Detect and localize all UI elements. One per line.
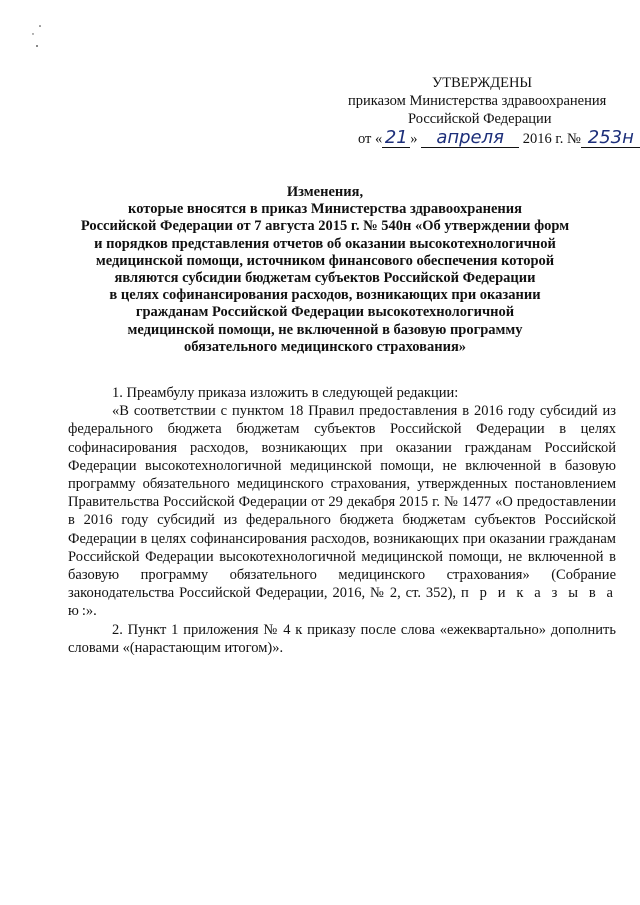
- order-number-value: 253н: [587, 127, 634, 148]
- item-1-quote-end: :».: [81, 603, 97, 620]
- approved-heading: УТВЕРЖДЕНЫ: [432, 75, 533, 91]
- title-line: которые вносятся в приказ Министерства здравоохранения: [128, 201, 522, 218]
- title-line: медицинской помощи, не включенной в базовую программу: [127, 321, 523, 338]
- approved-by-order: приказом Министерства здравоохранения: [348, 93, 607, 109]
- date-from-prefix: от: [358, 131, 372, 147]
- item-1-intro: 1. Преамбулу приказа изложить в следующей редакции:: [112, 385, 459, 401]
- date-year-suffix: 2016 г. №: [522, 131, 581, 147]
- order-number-handwritten: [581, 129, 640, 148]
- title-line: обязательного медицинского страхования»: [183, 338, 467, 355]
- title-line: в целях софинансирования расходов, возникающих при оказании: [109, 287, 541, 304]
- item-1-quote: [68, 402, 616, 620]
- title-line: медицинской помощи, источником финансового обеспечения которой: [95, 252, 555, 269]
- date-day-value: 21: [384, 127, 408, 148]
- date-month-handwritten: [421, 129, 519, 148]
- item-2: 2. Пункт 1 приложения № 4 к приказу после слова «ежеквартально» дополнить словами «(нарастающим итогом)».: [68, 621, 616, 656]
- approved-federation: Российской Федерации: [408, 111, 552, 127]
- approval-stamp: [340, 74, 634, 151]
- title-line: и порядков представления отчетов об оказании высокотехнологичной: [94, 235, 556, 252]
- scan-specks: [28, 22, 48, 52]
- order-word: п р и к а з ы в а ю: [68, 585, 616, 620]
- title-line: являются субсидии бюджетам субъектов Российской Федерации: [114, 270, 536, 287]
- date-day-handwritten: « 21 »: [375, 127, 418, 148]
- document-body: [68, 384, 616, 657]
- title-line: Изменения,: [286, 184, 364, 200]
- title-line: гражданам Российской Федерации высокотехнологичной: [135, 304, 515, 321]
- item-1-quote-text: «В соответствии с пунктом 18 Правил предоставления в 2016 году субсидий из федерального бюджета бюджетам субъектов Российской Федерации в целях софинасирования расходов, возникающих при оказании гражданам Российской Федерации высокотехнологичной медицинской помощи, не включенной в базовую программу обязательного медицинского страхования, утвержденных постановлением Правительства Российской Федерации от 29 декабря 2015 г. № 1477 «О предоставлении в 2016 году субсидий из федерального бюджета бюджетам субъектов Российской Федерации в целях софинансирования расходов, возникающих при оказании гражданам Российской Федерации высокотехнологичной медицинской помощи, не включенной в базовую программу обязательного медицинского страхования» (Собрание законодательства Российской Федерации, 2016, № 2, ст. 352),: [68, 403, 616, 602]
- title-line: Российской Федерации от 7 августа 2015 г. № 540н «Об утверждении форм: [80, 218, 570, 235]
- approval-date-line: [340, 127, 634, 151]
- document-title: [60, 184, 590, 356]
- date-month-value: апреля: [436, 127, 504, 148]
